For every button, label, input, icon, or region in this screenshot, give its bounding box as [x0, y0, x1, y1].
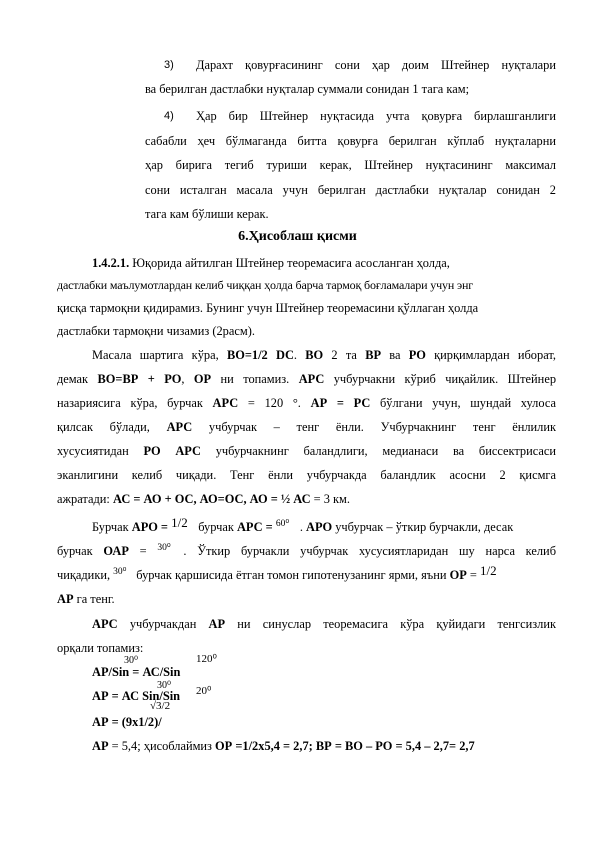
formula-3: АР = (9х1/2)/ [92, 715, 162, 729]
formula-4 [92, 738, 475, 754]
section-heading: 6.Ҳисоблаш қисми [238, 229, 357, 244]
text-bold: АР = РС [310, 396, 371, 410]
angle-30-degree-overlay: 30⁰ [157, 680, 172, 691]
text-bold: АРС [92, 617, 118, 631]
text: демак [57, 372, 98, 386]
para2-line-3 [57, 395, 556, 411]
para4-line-1 [92, 616, 556, 632]
list-item-3-line-1: Дарахт қовурғасининг сони ҳар доим Штейнер нуқталари [196, 58, 556, 72]
para3-line-2 [57, 543, 556, 559]
angle-20-degree-overlay: 20⁰ [196, 685, 212, 697]
text: чиқадики, [57, 568, 114, 582]
text: . [293, 348, 306, 362]
formula-1 [92, 664, 180, 680]
text-bold: ОАР [103, 544, 129, 558]
text: қирқимлардан иборат, [425, 348, 556, 362]
list-number-3: 3) [164, 59, 174, 71]
para2-line-6: эканлигини келиб чиқади. Тенг ёнли учбурчакда баландлик асосни 2 қисмга [57, 468, 556, 482]
text: АР = АС Sin [92, 689, 160, 703]
section-line-2: дастлабки маълумотлардан келиб чиққан ҳолда барча тармоқ боғламалари учун энг [57, 278, 474, 292]
angle-30-degree-image: 30⁰ [113, 567, 127, 577]
para2-line-1 [92, 347, 556, 363]
text-bold: ОР =1/2х5,4 = 2,7; ВР = ВО – РО = 5,4 – 2,7= 2,7 [215, 739, 475, 753]
section-line-4: дастлабки тармоқни чизамиз (2расм). [57, 324, 255, 338]
text: /Sin [159, 689, 181, 703]
para3-line-1 [92, 515, 556, 535]
angle-60-degree-image: 60⁰ [275, 519, 290, 529]
text-bold: АР [208, 617, 226, 631]
text: учбурчак – тенг ёнли. Учбурчакнинг тенг ёнлилик [192, 420, 556, 434]
text-bold: АР [57, 592, 74, 606]
text-bold: ВО=1/2 DC [226, 348, 294, 362]
para3-line-4 [57, 591, 556, 607]
para2-line-7 [57, 491, 556, 507]
para2-line-5 [57, 443, 556, 459]
text: ва [381, 348, 409, 362]
text-bold: ОР [449, 568, 467, 582]
text: = [128, 544, 158, 558]
angle-30-degree-overlay: 30⁰ [124, 655, 139, 666]
text: , [181, 372, 194, 386]
text: . Ўткир бурчакли учбурчак хусусиятларидан шу нарса келиб [183, 544, 556, 558]
text: = АС/Sin [129, 665, 181, 679]
text-bold: АРС [166, 420, 193, 434]
text: учбурчакни кўриб чиқайлик. Штейнер [324, 372, 556, 386]
text: назариясига кўра, бурчак [57, 396, 213, 410]
para4-line-2: орқали топамиз: [57, 641, 144, 655]
text: қилсак бўлади, [57, 420, 167, 434]
text: = 120 °. [238, 396, 311, 410]
fraction-one-half-image: 1/2 [479, 563, 497, 578]
text-bold: АРС [212, 396, 239, 410]
text: учбурчакдан [117, 617, 209, 631]
list-item-4-line-1: Ҳар бир Штейнер нуқтасида учта қовурға бирлашганлиги [196, 109, 556, 123]
text: га тенг. [73, 592, 115, 606]
text-bold: АРО = [131, 520, 172, 534]
text: Масала шартига кўра, [92, 348, 227, 362]
text: Бурчак [92, 520, 132, 534]
text-bold: ВО [305, 348, 324, 362]
para3-line-3 [57, 563, 556, 583]
text-bold: АРС [298, 372, 325, 386]
text: бурчак [195, 520, 237, 534]
text: = 3 км. [310, 492, 350, 506]
section-line-3: қисқа тармоқни қидирамиз. Бунинг учун Штейнер теоремасини қўллаган ҳолда [57, 301, 479, 315]
text: бўлгани учун, шундай хулоса [370, 396, 556, 410]
angle-30-degree-image: 30⁰ [157, 543, 171, 553]
text-bold: АРС = [236, 520, 276, 534]
text-bold: АР [92, 739, 109, 753]
section-number: 1.4.2.1. [92, 256, 130, 270]
list-number-4: 4) [164, 110, 174, 122]
text: = [466, 568, 480, 582]
list-item-3-line-2: ва берилган дастлабки нуқталар суммали сонидан 1 тага кам; [145, 82, 470, 96]
text: учбурчак – ўткир бурчакли, десак [332, 520, 514, 534]
text-bold: ОР [193, 372, 212, 386]
text: 2 та [323, 348, 366, 362]
list-item-4-line-2: сабабли ҳеч бўлмаганда битта қовурға берилган кўплаб нуқталарни [145, 134, 556, 148]
section-line-1-text: Юқорида айтилган Штейнер теоремасига асосланган ҳолда, [129, 256, 450, 270]
list-item-4-line-4: сони исталган масала учун берилган дастлабки нуқталар сонидан 2 [145, 183, 556, 197]
text-bold: РО [408, 348, 426, 362]
list-item-4-line-3: ҳар бирига тегиб туриши керак, Штейнер нуқтасининг максимал [145, 158, 556, 172]
text: бурчак қаршисида ётган томон гипотенузанинг ярми, яъни [133, 568, 450, 582]
text: ни топамиз. [211, 372, 299, 386]
sqrt-three-half-overlay: √3/2 [150, 700, 171, 712]
text: = 5,4; ҳисоблаймиз [108, 739, 216, 753]
text-bold: АС = АО + ОС, АО=ОС, АО = ½ АС [112, 492, 311, 506]
angle-120-degree-overlay: 120⁰ [196, 653, 217, 665]
text-bold: РО АРС [143, 444, 201, 458]
text: АР/Sin [92, 665, 130, 679]
text: учбурчакнинг баландлиги, медианаси ва биссектрисаси [200, 444, 556, 458]
text-bold: АРО [306, 520, 333, 534]
para2-line-2 [57, 371, 556, 387]
para2-line-4 [57, 419, 556, 435]
text: бурчак [57, 544, 104, 558]
list-item-4-line-5: тага кам бўлиши керак. [145, 207, 269, 221]
text: . [299, 520, 307, 534]
text: ажратади: [57, 492, 113, 506]
fraction-one-half-image: 1/2 [171, 515, 188, 530]
text: хусусиятидан [57, 444, 144, 458]
section-line-1 [92, 255, 591, 271]
text-bold: ВО=ВР + РО [97, 372, 182, 386]
text: ни синуслар теоремасига кўра қуйидаги тенгсизлик [225, 617, 556, 631]
text-bold: ВР [365, 348, 382, 362]
